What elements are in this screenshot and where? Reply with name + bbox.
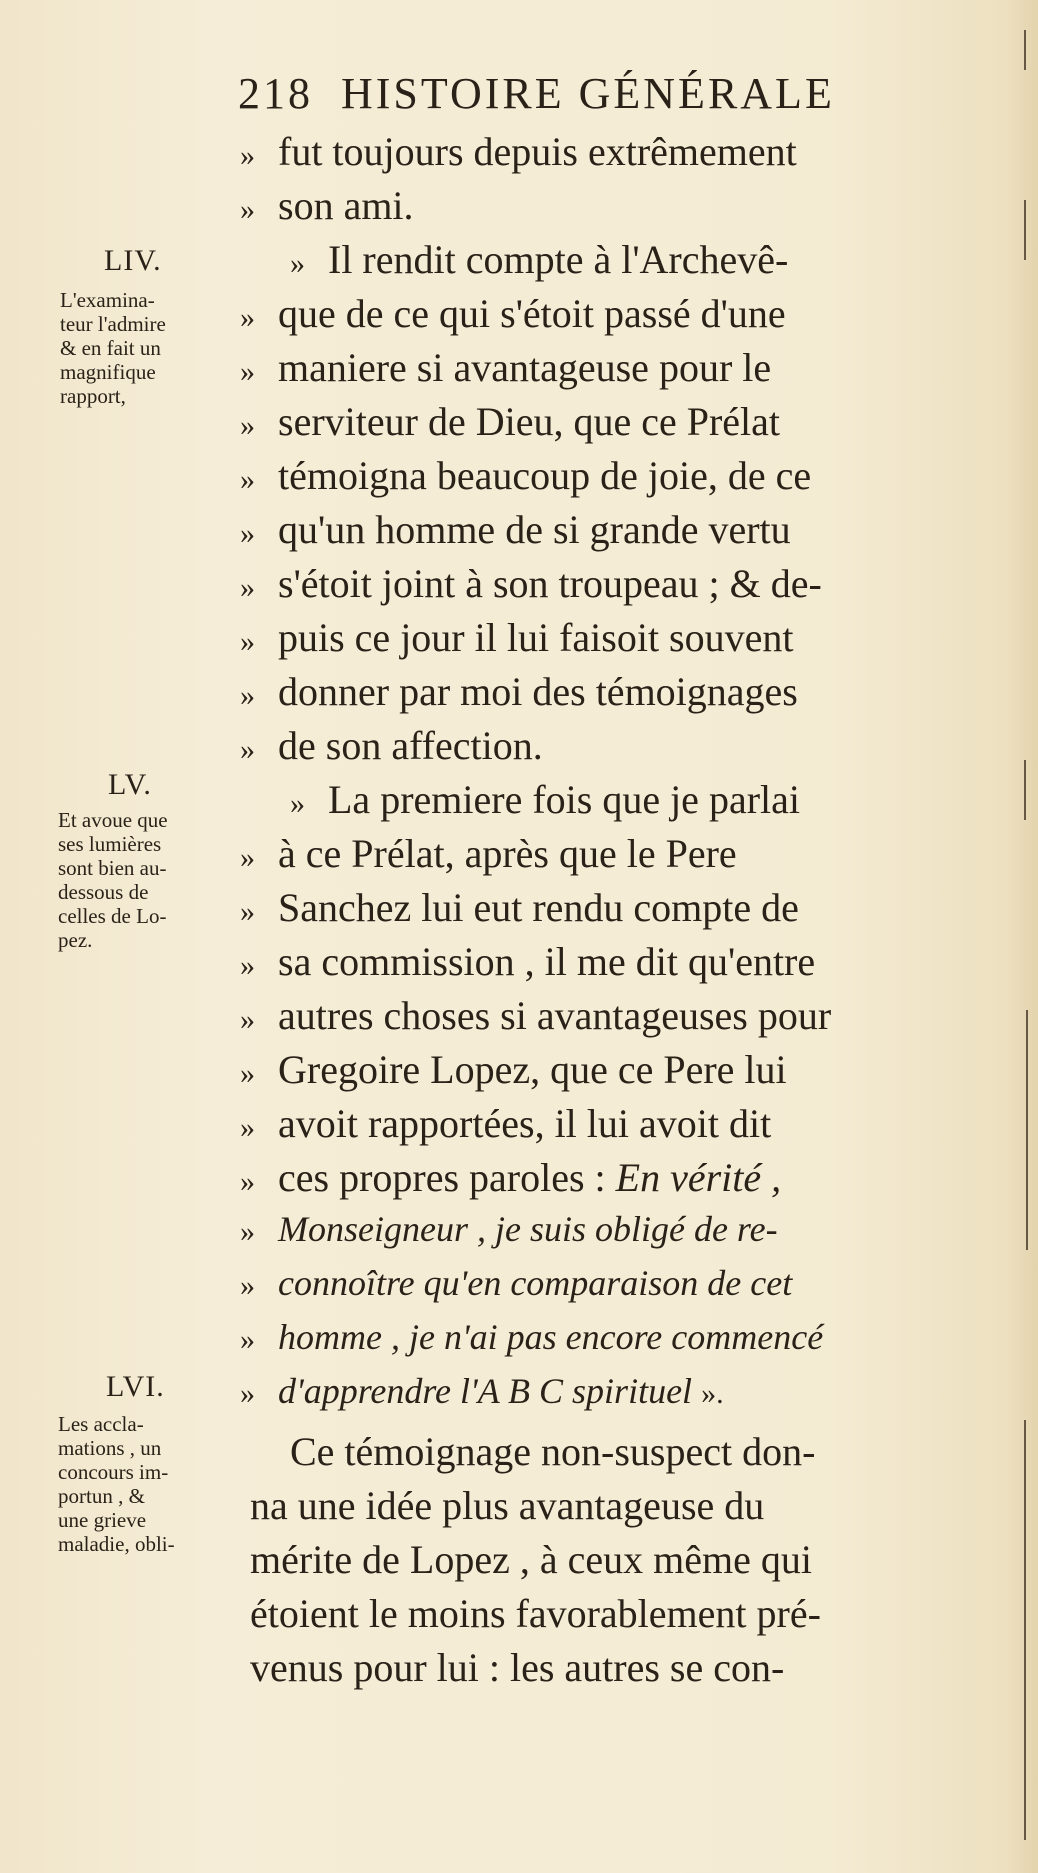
quote-mark: » (240, 1377, 255, 1410)
line-text: La premiere fois que je parlai (328, 777, 800, 822)
body-line (240, 1208, 778, 1250)
line-text-italic: connoître qu'en comparaison de cet (278, 1263, 793, 1303)
margin-note-line: dessous de (58, 880, 149, 904)
margin-note-number: LIV. (104, 244, 162, 277)
page-edge-shadow (1024, 1420, 1026, 1840)
line-text: ces propres paroles : (278, 1155, 606, 1200)
margin-note-line: concours im- (58, 1460, 169, 1484)
body-line (240, 1154, 781, 1201)
quote-mark: » (240, 517, 255, 550)
page-number: 218 (238, 69, 313, 118)
quote-mark: » (240, 355, 255, 388)
margin-note-line: L'examina- (60, 288, 155, 312)
body-line (240, 830, 737, 877)
quote-mark: » (240, 571, 255, 604)
body-line (240, 290, 786, 337)
margin-note-line: portun , & (58, 1484, 145, 1508)
margin-note-line: maladie, obli- (58, 1532, 175, 1556)
running-title: HISTOIRE GÉNÉRALE (341, 69, 835, 118)
quote-mark: » (240, 1215, 255, 1248)
line-text-italic: En vérité , (615, 1155, 782, 1200)
quote-mark: » (240, 1111, 255, 1144)
line-text: na une idée plus avantageuse du (250, 1483, 765, 1528)
quote-mark: » (240, 895, 255, 928)
line-text: autres choses si avantageuses pour (278, 993, 832, 1038)
body-line (240, 452, 811, 499)
closing-quote: ». (701, 1377, 724, 1410)
line-text: puis ce jour il lui faisoit souvent (278, 615, 794, 660)
body-line (250, 1590, 821, 1637)
page-edge-shadow (1024, 200, 1026, 260)
body-line (240, 1262, 792, 1304)
body-line (240, 236, 788, 283)
running-header (238, 68, 835, 119)
quote-mark: » (240, 1269, 255, 1302)
quote-mark: » (290, 787, 305, 820)
line-text: donner par moi des témoignages (278, 669, 798, 714)
line-text: Sanchez lui eut rendu compte de (278, 885, 799, 930)
page-edge-shadow (1024, 30, 1026, 70)
body-line (250, 1482, 764, 1529)
margin-note-line: magnifique (60, 360, 156, 384)
body-line (240, 938, 815, 985)
body-line (240, 398, 780, 445)
body-line (240, 128, 797, 175)
body-line (290, 1428, 815, 1475)
line-text: étoient le moins favorablement pré- (250, 1591, 821, 1636)
body-line (240, 560, 822, 607)
margin-note-line: Les accla- (58, 1412, 144, 1436)
quote-mark: » (240, 1003, 255, 1036)
margin-note-line: pez. (58, 928, 93, 952)
line-text: Ce témoignage non-suspect don- (290, 1429, 816, 1474)
quote-mark: » (240, 625, 255, 658)
line-text: sa commission , il me dit qu'entre (278, 939, 816, 984)
line-text: de son affection. (278, 723, 543, 768)
body-line (240, 668, 798, 715)
margin-note-number: LV. (108, 768, 152, 801)
page-edge-shadow (1024, 760, 1026, 820)
line-text-italic: homme , je n'ai pas encore commencé (278, 1317, 824, 1357)
quote-mark: » (240, 949, 255, 982)
quote-mark: » (240, 193, 255, 226)
margin-note-line: rapport, (60, 384, 126, 408)
body-line (240, 722, 543, 769)
quote-mark: » (240, 841, 255, 874)
margin-note-line: celles de Lo- (58, 904, 167, 928)
margin-note-number: LVI. (106, 1370, 165, 1403)
line-text: mérite de Lopez , à ceux même qui (250, 1537, 812, 1582)
body-line (240, 1316, 823, 1358)
body-line (240, 182, 414, 229)
quote-mark: » (240, 139, 255, 172)
body-line (240, 992, 831, 1039)
line-text: son ami. (278, 183, 414, 228)
margin-note-line: ses lumières (58, 832, 162, 856)
margin-note-line: sont bien au- (58, 856, 167, 880)
line-text: serviteur de Dieu, que ce Prélat (278, 399, 781, 444)
body-line (240, 506, 791, 553)
line-text: à ce Prélat, après que le Pere (278, 831, 737, 876)
quote-mark: » (240, 1057, 255, 1090)
body-line (250, 1644, 784, 1691)
quote-mark: » (240, 463, 255, 496)
margin-note-line: Et avoue que (58, 808, 168, 832)
line-text: témoigna beaucoup de joie, de ce (278, 453, 812, 498)
quote-mark: » (240, 733, 255, 766)
line-text-italic: Monseigneur , je suis obligé de re- (278, 1209, 778, 1249)
line-text: maniere si avantageuse pour le (278, 345, 772, 390)
quote-mark: » (240, 1165, 255, 1198)
line-text: fut toujours depuis extrêmement (278, 129, 797, 174)
line-text: Il rendit compte à l'Archevê- (328, 237, 789, 282)
line-text: avoit rapportées, il lui avoit dit (278, 1101, 772, 1146)
line-text: Gregoire Lopez, que ce Pere lui (278, 1047, 787, 1092)
margin-note-line: & en fait un (60, 336, 161, 360)
body-line (250, 1536, 812, 1583)
quote-mark: » (240, 409, 255, 442)
margin-note-text (60, 288, 166, 408)
line-text: venus pour lui : les autres se con- (250, 1645, 785, 1690)
line-text-italic: d'apprendre l'A B C spirituel (278, 1371, 693, 1411)
line-text: que de ce qui s'étoit passé d'une (278, 291, 786, 336)
margin-note-line: teur l'admire (60, 312, 166, 336)
margin-note-line: mations , un (58, 1436, 162, 1460)
body-line (240, 776, 800, 823)
body-line (240, 344, 771, 391)
margin-note-line: une grieve (58, 1508, 147, 1532)
quote-mark: » (240, 679, 255, 712)
body-line (240, 1370, 724, 1412)
body-line (240, 1046, 787, 1093)
quote-mark: » (240, 301, 255, 334)
margin-note-text (58, 1412, 175, 1556)
page-edge-shadow (1026, 1010, 1028, 1250)
margin-note-text (58, 808, 168, 952)
quote-mark: » (290, 247, 305, 280)
quote-mark: » (240, 1323, 255, 1356)
body-line (240, 884, 799, 931)
line-text: qu'un homme de si grande vertu (278, 507, 791, 552)
line-text: s'étoit joint à son troupeau ; & de- (278, 561, 822, 606)
body-line (240, 614, 794, 661)
body-line (240, 1100, 771, 1147)
